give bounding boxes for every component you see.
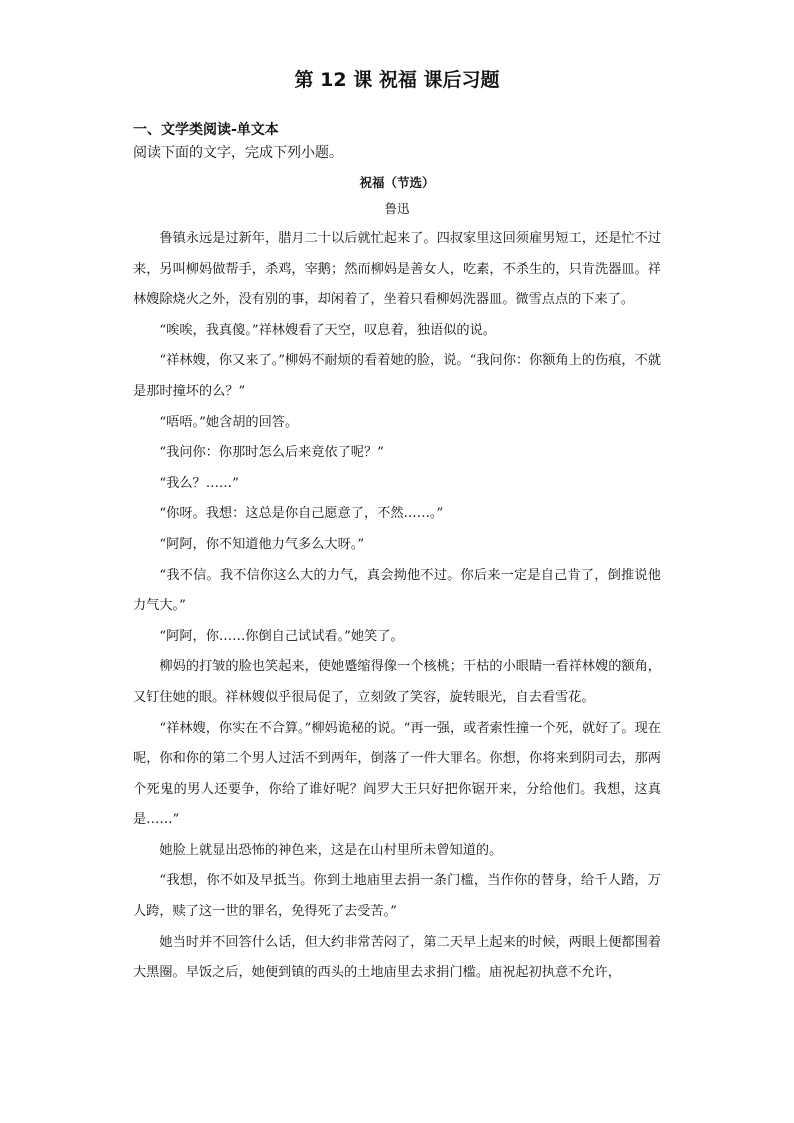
passage-paragraph: “祥林嫂，你实在不合算。”柳妈诡秘的说。“再一强，或者索性撞一个死，就好了。现在呢，你和你的第二个男人过活不到两年，倒落了一件大罪名。你想，你将来到阴司去，那两个死鬼的男人还要争，你给了谁好呢？阎罗大王只好把你锯开来，分给他们。我想，这真是……” <box>133 720 661 828</box>
passage-author: 鲁迅 <box>384 201 410 216</box>
section-heading: 一、文学类阅读-单文本 <box>133 122 279 138</box>
page-title: 第 12 课 祝福 课后习题 <box>294 69 500 91</box>
passage-title: 祝福（节选） <box>359 175 435 190</box>
passage-paragraph: “阿阿，你不知道他力气多么大呀。” <box>159 536 365 552</box>
passage-paragraph: 柳妈的打皱的脸也笑起来，使她蹙缩得像一个核桃；干枯的小眼睛一看祥林嫂的额角，又钉住她的眼。祥林嫂似乎很局促了，立刻敛了笑容，旋转眼光，自去看雪花。 <box>133 659 661 705</box>
passage-paragraph: “我么？……” <box>159 475 239 491</box>
passage-paragraph: “我不信。我不信你这么大的力气，真会拗他不过。你后来一定是自己肯了，倒推说他力气大。” <box>133 567 661 614</box>
passage-body <box>133 224 661 989</box>
reading-instruction: 阅读下面的文字，完成下列小题。 <box>133 145 343 161</box>
passage-paragraph: “我问你：你那时怎么后来竟依了呢？” <box>159 445 384 461</box>
passage-paragraph: “我想，你不如及早抵当。你到土地庙里去捐一条门槛，当作你的替身，给千人踏，万人跨，赎了这一世的罪名，免得死了去受苦。” <box>133 873 661 920</box>
passage-paragraph: “祥林嫂，你又来了。”柳妈不耐烦的看着她的脸，说。“我问你：你额角上的伤痕，不就是那时撞坏的么？” <box>133 353 661 399</box>
passage-paragraph: “你呀。我想：这总是你自己愿意了，不然……。” <box>159 506 444 522</box>
passage-paragraph: 她脸上就显出恐怖的神色来，这是在山村里所未曾知道的。 <box>159 842 503 858</box>
passage-paragraph: “唉唉，我真傻。”祥林嫂看了天空，叹息着，独语似的说。 <box>159 322 496 338</box>
passage-paragraph: 她当时并不回答什么话，但大约非常苦闷了，第二天早上起来的时候，两眼上便都围着大黑圈。早饭之后，她便到镇的西头的土地庙里去求捐门槛。庙祝起初执意不允许， <box>133 934 661 981</box>
passage-paragraph: “唔唔。”她含胡的回答。 <box>159 414 299 430</box>
passage-paragraph: “阿阿，你……你倒自己试试看。”她笑了。 <box>159 628 404 644</box>
passage-paragraph: 鲁镇永远是过新年，腊月二十以后就忙起来了。四叔家里这回须雇男短工，还是忙不过来，另叫柳妈做帮手，杀鸡，宰鹅；然而柳妈是善女人，吃素，不杀生的，只肯洗器皿。祥林嫂除烧火之外，没有别的事，却闲着了，坐着只看柳妈洗器皿。微雪点点的下来了。 <box>133 231 661 308</box>
